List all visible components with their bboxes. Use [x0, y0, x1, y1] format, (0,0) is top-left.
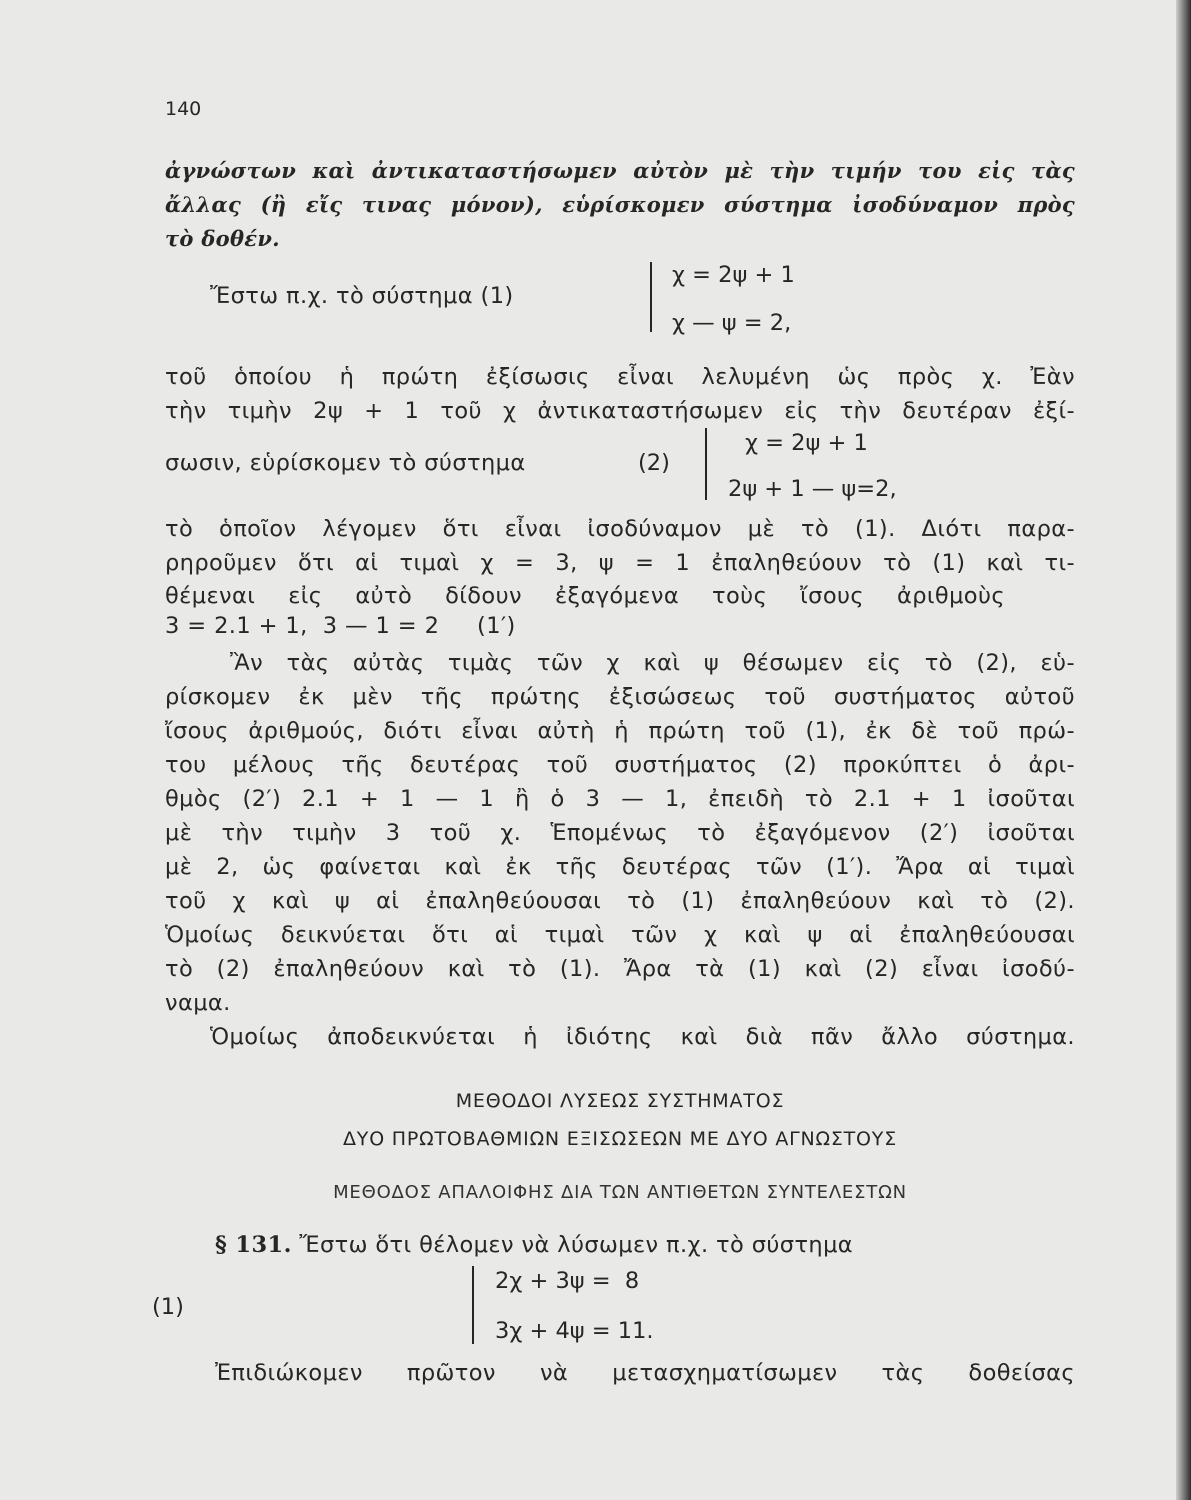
text-line: ρίσκομεν ἐκ μὲν τῆς πρώτης ἐξισώσεως τοῦ συστήματος αὐτοῦ: [165, 684, 1075, 710]
text-line: του μέλους τῆς δευτέρας τοῦ συστήματος (2) προκύπτει ὁ ἀρι-: [165, 752, 1075, 778]
system-1-intro: Ἔστω π.χ. τὸ σύστημα (1): [210, 283, 514, 309]
section-number: § 131.: [215, 1232, 292, 1258]
section-heading-2: ΔΥΟ ΠΡΩΤΟΒΑΘΜΙΩΝ ΕΞΙΣΩΣΕΩΝ ΜΕ ΔΥΟ ΑΓΝΩΣΤΟΥΣ: [342, 1128, 898, 1150]
text-line: ἴσους ἀριθμούς, διότι εἶναι αὐτὴ ἡ πρώτη τοῦ (1), ἐκ δὲ τοῦ πρώ-: [165, 718, 1075, 744]
text-line: Ὁμοίως δεικνύεται ὅτι αἱ τιμαὶ τῶν χ καὶ ψ αἱ ἐπαληθεύουσαι: [165, 922, 1075, 948]
text-line: τὴν τιμὴν 2ψ + 1 τοῦ χ ἀντικαταστήσωμεν εἰς τὴν δευτέραν ἐξί-: [165, 398, 1075, 424]
page-number: 140: [165, 98, 202, 120]
system-1-eq2: χ — ψ = 2,: [672, 310, 792, 336]
text-line: Ἐπιδιώκομεν πρῶτον νὰ μετασχηματίσωμεν τὰς δοθείσας: [215, 1360, 1075, 1386]
text-line: τὸ ὁποῖον λέγομεν ὅτι εἶναι ἰσοδύναμον μὲ τὸ (1). Διότι παρα-: [165, 516, 1075, 542]
text-line: Ἂν τὰς αὐτὰς τιμὰς τῶν χ καὶ ψ θέσωμεν εἰς τὸ (2), εὑ-: [230, 650, 1075, 676]
system-2-label: (2): [638, 450, 670, 476]
equation-1-prime: 3 = 2.1 + 1, 3 — 1 = 2 (1′): [165, 613, 516, 639]
text-line: ἄλλας (ἢ εἴς τινας μόνον), εὑρίσκομεν σύστημα ἰσοδύναμον πρὸς: [165, 192, 1075, 217]
text-line: θέμεναι εἰς αὐτὸ δίδουν ἐξαγόμενα τοὺς ἴσους ἀριθμοὺς: [165, 583, 1005, 609]
system-1-eq1: χ = 2ψ + 1: [672, 262, 795, 288]
system-1-brace: [650, 262, 662, 332]
system-2-eq1: χ = 2ψ + 1: [745, 430, 868, 456]
section-heading-1: ΜΕΘΟΔΟΙ ΛΥΣΕΩΣ ΣΥΣΤΗΜΑΤΟΣ: [455, 1090, 785, 1112]
page-edge-shadow: [1176, 0, 1191, 1500]
section-text: Ἔστω ὅτι θέλομεν νὰ λύσωμεν π.χ. τὸ σύστημα: [299, 1232, 854, 1258]
section-heading-3: ΜΕΘΟΔΟΣ ΑΠΑΛΟΙΦΗΣ ΔΙΑ ΤΩΝ ΑΝΤΙΘΕΤΩΝ ΣΥΝΤΕΛΕΣΤΩΝ: [333, 1182, 907, 1203]
section-131-line: [215, 1232, 1075, 1258]
system-131-brace: [472, 1266, 484, 1344]
system-131-eq1: 2χ + 3ψ = 8: [495, 1268, 640, 1294]
text-line: τὸ (2) ἐπαληθεύουν καὶ τὸ (1). Ἄρα τὰ (1) καὶ (2) εἶναι ἰσοδύ-: [165, 956, 1075, 982]
system-2-eq2: 2ψ + 1 — ψ=2,: [728, 476, 897, 502]
text-line: μὲ τὴν τιμὴν 3 τοῦ χ. Ἑπομένως τὸ ἐξαγόμενον (2′) ἰσοῦται: [165, 820, 1075, 846]
text-line: Ὁμοίως ἀποδεικνύεται ἡ ἰδιότης καὶ διὰ πᾶν ἄλλο σύστημα.: [210, 1024, 1075, 1050]
text-line: θμὸς (2′) 2.1 + 1 — 1 ἢ ὁ 3 — 1, ἐπειδὴ τὸ 2.1 + 1 ἰσοῦται: [165, 786, 1075, 812]
text-line: μὲ 2, ὡς φαίνεται καὶ ἐκ τῆς δευτέρας τῶν (1′). Ἄρα αἱ τιμαὶ: [165, 854, 1075, 880]
text-line: ἀγνώστων καὶ ἀντικαταστήσωμεν αὐτὸν μὲ τὴν τιμήν του εἰς τὰς: [165, 158, 1075, 183]
text-line: ναμα.: [165, 990, 231, 1016]
system-2-brace: [705, 428, 717, 500]
system-2-intro: σωσιν, εὑρίσκομεν τὸ σύστημα: [165, 450, 526, 476]
text-line: τοῦ ὁποίου ἡ πρώτη ἐξίσωσις εἶναι λελυμένη ὡς πρὸς χ. Ἐὰν: [165, 364, 1075, 390]
text-line: τοῦ χ καὶ ψ αἱ ἐπαληθεύουσαι τὸ (1) ἐπαληθεύουν καὶ τὸ (2).: [165, 888, 1075, 914]
system-131-label: (1): [152, 1294, 184, 1320]
text-line: τὸ δοθέν.: [165, 226, 280, 251]
text-line: ρηροῦμεν ὅτι αἱ τιμαὶ χ = 3, ψ = 1 ἐπαληθεύουν τὸ (1) καὶ τι-: [165, 550, 1075, 576]
system-131-eq2: 3χ + 4ψ = 11.: [495, 1318, 654, 1344]
